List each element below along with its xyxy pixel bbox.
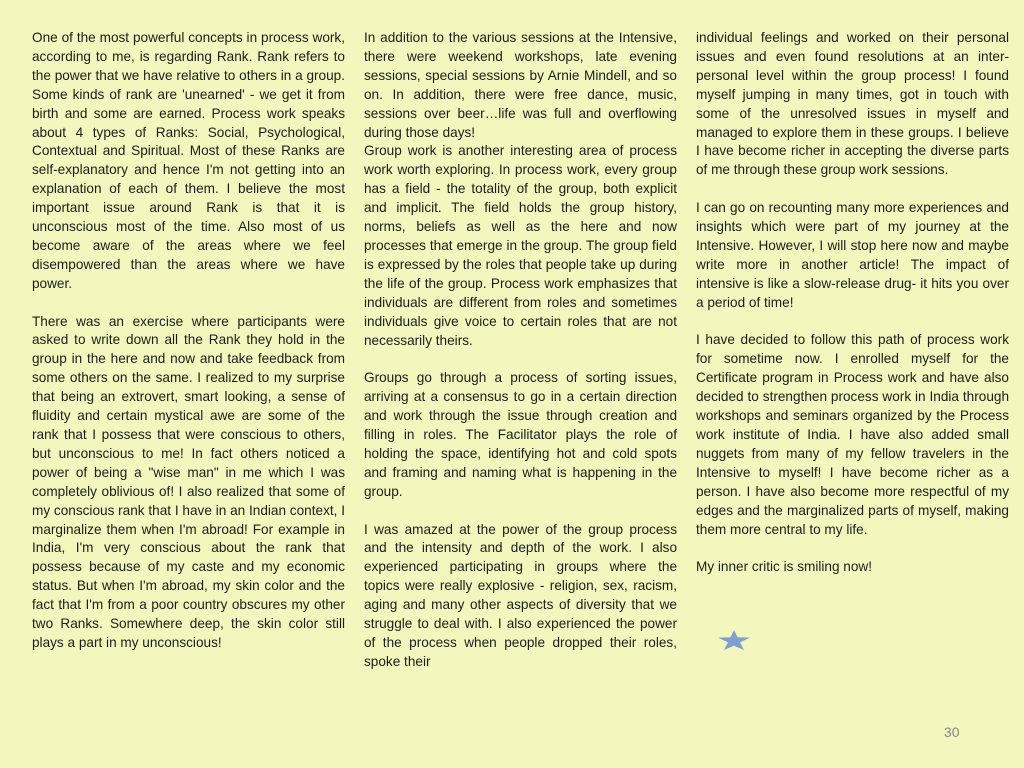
paragraph: In addition to the various sessions at the Intensive, there were weekend workshops, late evening sessions, special sessions by Arnie Mindell, and so on. In addition, there were free dance, music, sessions over beer…life was full and overflowing during those days! bbox=[364, 30, 677, 140]
paragraph-gap bbox=[32, 294, 345, 313]
paragraph-gap bbox=[364, 350, 677, 369]
star-shape bbox=[718, 630, 750, 650]
paragraph: I can go on recounting many more experiences and insights which were part of my journey at the Intensive. However, I will stop here now and maybe write more in another article! The impact of intensive is like a slow-release drug- it hits you over a period of time! bbox=[696, 200, 1009, 310]
paragraph-gap bbox=[696, 180, 1009, 199]
paragraph: Groups go through a process of sorting issues, arriving at a consensus to go in a certain direction and work through the issue through creation and filling in roles. The Facilitator plays the role of holding the space, identifying hot and cold spots and framing and naming what is happening in the group. bbox=[364, 370, 677, 499]
page-number: 30 bbox=[944, 724, 960, 740]
paragraph: One of the most powerful concepts in process work, according to me, is regarding Rank. Rank refers to the power that we have relative to others in a group. Some kinds of rank are 'unearned' - we get it from birth and some are earned. Process work speaks about 4 types of Ranks: Social, Psychological, Contextual and Spiritual. Most of these Ranks are self-explanatory and hence I'm not getting into an explanation of each of them. I believe the most important issue around Rank is that it is unconscious most of the time. Also most of us become aware of the areas where we feel disempowered than the areas where we have power. bbox=[32, 30, 345, 291]
paragraph-gap bbox=[696, 539, 1009, 558]
text-column-3 bbox=[696, 29, 1009, 577]
paragraph: There was an exercise where participants were asked to write down all the Rank they hold in the group in the here and now and take feedback from some others on the same. I realized to my surprise that being an extrovert, smart looking, a sense of fluidity and certain mystical awe are some of the rank that I possess that were conscious to others, but unconscious to me! In fact others noticed a power of being a "wise man" in me which I was completely oblivious of! I also realized that some of my conscious rank that I have in an Indian context, I marginalize them when I'm abroad! For example in India, I'm very conscious about the rank that possess because of my caste and my economic status. But when I'm abroad, my skin color and the fact that I'm from a poor country obscures my other two Ranks. Somewhere deep, the skin color still plays a part in my unconscious! bbox=[32, 313, 345, 650]
text-column-2 bbox=[364, 29, 677, 672]
paragraph-gap bbox=[696, 313, 1009, 332]
star-icon bbox=[717, 629, 751, 651]
paragraph: My inner critic is smiling now! bbox=[696, 559, 873, 575]
paragraph: Group work is another interesting area of process work worth exploring. In process work, every group has a field - the totality of the group, both explicit and implicit. The field holds the group history, norms, beliefs as well as the here and now processes that emerge in the group. The group field is expressed by the roles that people take up during the life of the group. Process work emphasizes that individuals are different from roles and sometimes individuals give voice to certain roles that are not necessarily theirs. bbox=[364, 143, 677, 348]
paragraph: I have decided to follow this path of process work for sometime now. I enrolled myself for the Certificate program in Process work and have also decided to strengthen process work in India through workshops and seminars organized by the Process work institute of India. I have also added small nuggets from many of my fellow travelers in the Intensive to myself! I have become richer as a person. I have also become more respectful of my edges and the marginalized parts of myself, making them more central to my life. bbox=[696, 332, 1009, 537]
paragraph: I was amazed at the power of the group process and the intensity and depth of the work. I also experienced participating in groups where the topics were really explosive - religion, sex, racism, aging and many other aspects of diversity that we struggle to deal with. I also experienced the power of the process when people dropped their roles, spoke their bbox=[364, 521, 677, 669]
paragraph-gap bbox=[364, 502, 677, 521]
paragraph: individual feelings and worked on their personal issues and even found resolutions at an inter-personal level within the group process! I found myself jumping in many times, got in touch with some of the unresolved issues in myself and managed to explore them in these groups. I believe I have become richer in accepting the diverse parts of me through these group work sessions. bbox=[696, 30, 1009, 178]
text-column-1 bbox=[32, 29, 345, 653]
